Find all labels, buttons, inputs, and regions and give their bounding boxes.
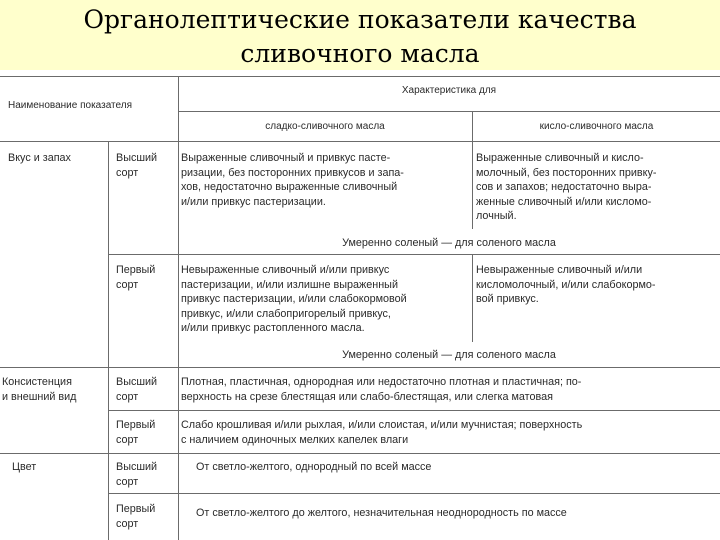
row-texture-grade-top: Высший сорт <box>116 376 158 403</box>
row-color-name: Цвет <box>12 461 37 473</box>
row-color-grade-top: Высший сорт <box>116 461 158 488</box>
row-taste-note-first: Умеренно соленый — для соленого масла <box>342 349 556 361</box>
rule-taste-first <box>108 254 720 255</box>
header-sour-butter: кисло-сливочного масла <box>539 121 654 132</box>
rule-col-char <box>178 76 179 540</box>
row-texture-grade-first: Первый сорт <box>116 419 156 446</box>
page-title <box>0 0 720 71</box>
quality-table <box>0 70 720 540</box>
row-texture-name: Консистенция и внешний вид <box>2 376 77 403</box>
title-line-1: Органолептические показатели качества <box>83 5 637 34</box>
row-color-text-top: От светло-желтого, однородный по всей массе <box>196 461 432 473</box>
title-line-2: сливочного масла <box>240 39 480 68</box>
row-texture-text-top: Плотная, пластичная, однородная или недостаточно плотная и пластичная; по- верхность на срезе блестящая или слабо-блестящая, или слегка матовая <box>181 376 582 403</box>
row-taste-note-top: Умеренно соленый — для соленого масла <box>342 237 556 249</box>
header-characteristic: Характеристика для <box>401 85 497 96</box>
header-indicator: Наименование показателя <box>8 100 132 111</box>
rule-header-top <box>0 76 720 77</box>
rule-texture-first <box>108 410 720 411</box>
row-taste-sweet-top: Выраженные сливочный и привкус пасте- ризации, без посторонних привкусов и запа- хов, недостаточно выраженные сливочный и/или привкус пастеризации. <box>181 152 404 208</box>
row-taste-grade-top: Высший сорт <box>116 152 158 179</box>
rule-subheader <box>178 111 720 112</box>
rule-col-split-top <box>472 141 473 229</box>
header-sweet-butter: сладко-сливочного масла <box>265 121 385 132</box>
row-color-text-first: От светло-желтого до желтого, незначительная неоднородность по массе <box>196 507 567 519</box>
row-taste-name: Вкус и запах <box>8 152 71 164</box>
row-taste-sour-top: Выраженные сливочный и кисло- молочный, без посторонних привку- сов и запахов; недостаточно выра- женные сливочный и/или кисломо- лочный. <box>476 152 657 222</box>
row-taste-grade-first: Первый сорт <box>116 264 156 291</box>
row-texture-text-first: Слабо крошливая и/или рыхлая, и/или слоистая, и/или мучнистая; поверхность с наличием одиночных мелких капелек влаги <box>181 419 583 446</box>
row-taste-sour-first: Невыраженные сливочный и/или кисломолочный, и/или слабокормо- вой привкус. <box>476 264 656 305</box>
row-color-grade-first: Первый сорт <box>116 503 156 530</box>
rule-col-grade <box>108 141 109 540</box>
title-banner <box>0 0 720 70</box>
rule-col-split-first <box>472 254 473 342</box>
rule-color-first <box>108 493 720 494</box>
row-taste-sweet-first: Невыраженные сливочный и/или привкус пастеризации, и/или излишне выраженный привкус пастеризации, и/или слабокормовой привкус, и/или слабопригорелый привкус, и/или привкус растопленного масла. <box>181 264 407 334</box>
